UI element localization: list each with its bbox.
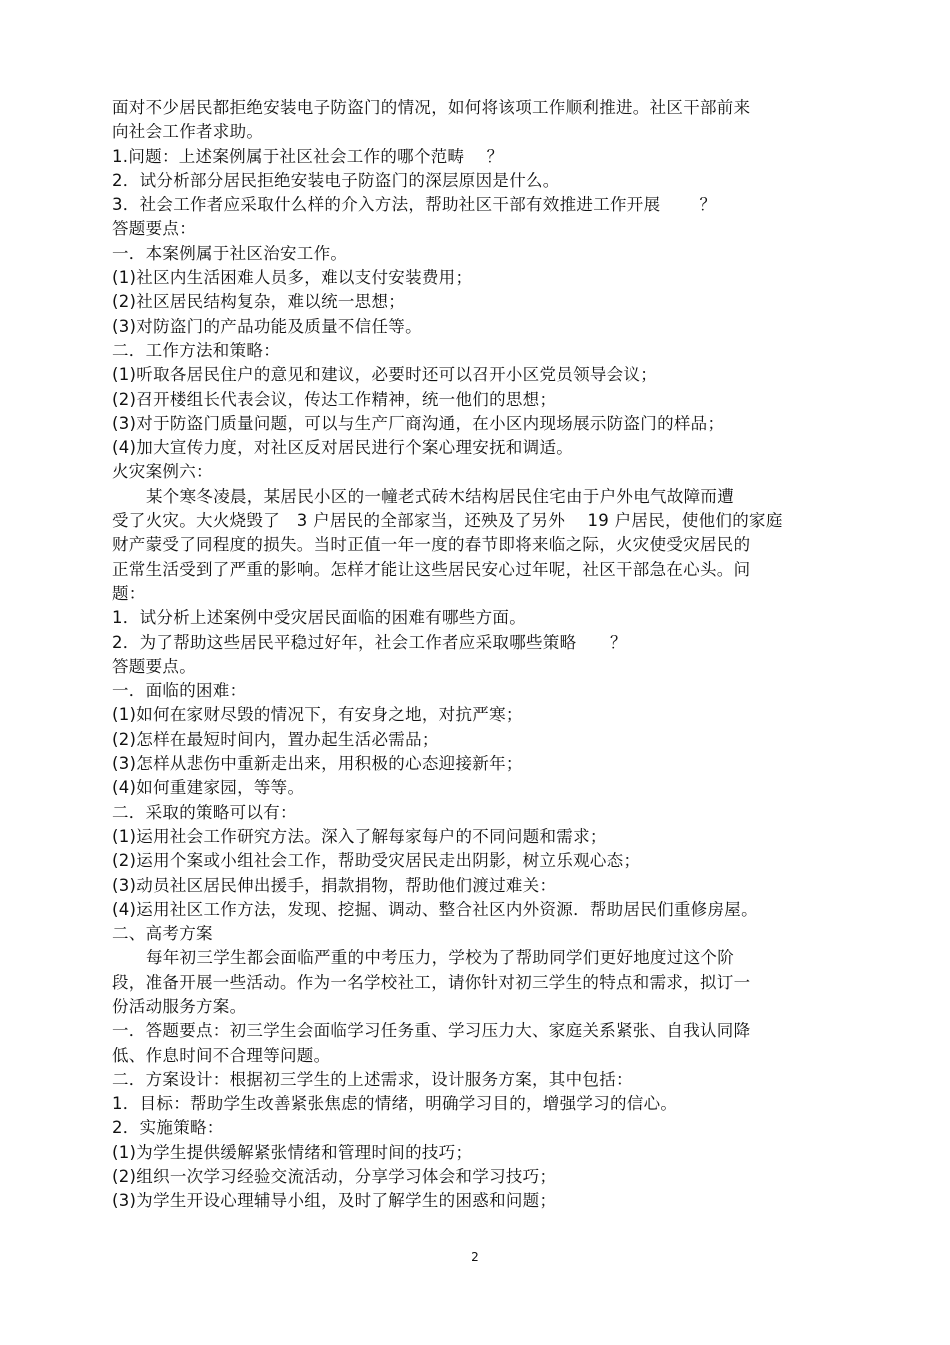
list-item: (2)怎样在最短时间内，置办起生活必需品； <box>112 729 439 749</box>
list-item: (4)加大宣传力度，对社区反对居民进行个案心理安抚和调适。 <box>112 438 574 458</box>
list-item: (2)组织一次学习经验交流活动，分享学习体会和学习技巧； <box>112 1167 557 1187</box>
list-item: (1)运用社会工作研究方法。深入了解每家每户的不同问题和需求； <box>112 826 607 846</box>
text-line: 段，准备开展一些活动。作为一名学校社工，请你针对初三学生的特点和需求，拟订一 <box>112 972 751 992</box>
list-item: (2)运用个案或小组社会工作，帮助受灾居民走出阴影，树立乐观心态； <box>112 851 641 871</box>
list-item: 2．实施策略： <box>112 1118 224 1138</box>
text-line: 份活动服务方案。 <box>112 996 247 1016</box>
section-heading: 一．本案例属于社区治安工作。 <box>112 243 348 263</box>
question-line: 2．为了帮助这些居民平稳过好年，社会工作者应采取哪些策略 ？ <box>112 632 627 652</box>
text-line: 正常生活受到了严重的影响。怎样才能让这些居民安心过年呢，社区干部急在心头。问 <box>112 559 751 579</box>
text-line: 受了火灾。大火烧毁了 3 户居民的全部家当，还殃及了另外 19 户居民，使他们的家庭 <box>112 511 783 531</box>
text-line: 二．方案设计：根据初三学生的上述需求，设计服务方案，其中包括： <box>112 1069 633 1089</box>
text-line: 面对不少居民都拒绝安装电子防盗门的情况，如何将该项工作顺利推进。社区干部前来 <box>112 98 751 117</box>
text-line: 低、作息时间不合理等问题。 <box>112 1045 331 1065</box>
list-item: (3)怎样从悲伤中重新走出来，用积极的心态迎接新年； <box>112 754 523 774</box>
list-item: (1)听取各居民住户的意见和建议，必要时还可以召开小区党员领导会议； <box>112 365 658 385</box>
question-line: 1．试分析上述案例中受灾居民面临的困难有哪些方面。 <box>112 608 526 628</box>
list-item: (3)为学生开设心理辅导小组，及时了解学生的困惑和问题； <box>112 1191 557 1211</box>
section-heading: 二．工作方法和策略： <box>112 340 280 360</box>
list-item: (1)为学生提供缓解紧张情绪和管理时间的技巧； <box>112 1142 473 1162</box>
list-item: 1．目标：帮助学生改善紧张焦虑的情绪，明确学习目的，增强学习的信心。 <box>112 1094 678 1114</box>
list-item: (3)对防盗门的产品功能及质量不信任等。 <box>112 316 422 336</box>
question-line: 3．社会工作者应采取什么样的介入方法，帮助社区干部有效推进工作开展 ？ <box>112 195 717 215</box>
text-line: 财产蒙受了同程度的损失。当时正值一年一度的春节即将来临之际，火灾使受灾居民的 <box>112 535 751 555</box>
list-item: (1)社区内生活困难人员多，难以支付安装费用； <box>112 268 473 288</box>
section-heading: 一．面临的困难： <box>112 681 247 701</box>
list-item: (4)运用社区工作方法，发现、挖掘、调动、整合社区内外资源．帮助居民们重修房屋。 <box>112 899 758 919</box>
section-heading: 二．采取的策略可以有： <box>112 802 297 822</box>
list-item: (1)如何在家财尽毁的情况下，有安身之地，对抗严寒； <box>112 705 523 725</box>
text-line: 某个寒冬凌晨，某居民小区的一幢老式砖木结构居民住宅由于户外电气故障而遭 <box>146 486 734 506</box>
question-line: 2．试分析部分居民拒绝安装电子防盗门的深层原因是什么。 <box>112 170 560 190</box>
text-line: 题： <box>112 583 146 603</box>
list-item: (2)社区居民结构复杂，难以统一思想； <box>112 292 406 312</box>
case-heading: 火灾案例六： <box>112 462 213 482</box>
list-item: (2)召开楼组长代表会议，传达工作精神，统一他们的思想； <box>112 389 557 409</box>
text-line: 向社会工作者求助。 <box>112 122 264 142</box>
list-item: (3)对于防盗门质量问题，可以与生产厂商沟通，在小区内现场展示防盗门的样品； <box>112 413 725 433</box>
page-number: 2 <box>471 1250 479 1264</box>
list-item: (4)如何重建家园，等等。 <box>112 778 305 798</box>
answer-heading: 答题要点。 <box>112 656 196 676</box>
question-line: 1.问题：上述案例属于社区社会工作的哪个范畴 ？ <box>112 146 504 166</box>
case-heading: 二、高考方案 <box>112 924 213 944</box>
list-item: (3)动员社区居民伸出援手，捐款捐物，帮助他们渡过难关： <box>112 875 557 895</box>
text-line: 每年初三学生都会面临严重的中考压力，学校为了帮助同学们更好地度过这个阶 <box>146 948 734 968</box>
answer-heading: 答题要点： <box>112 219 196 239</box>
document-body <box>112 96 832 1214</box>
text-line: 一．答题要点：初三学生会面临学习任务重、学习压力大、家庭关系紧张、自我认同降 <box>112 1021 751 1041</box>
